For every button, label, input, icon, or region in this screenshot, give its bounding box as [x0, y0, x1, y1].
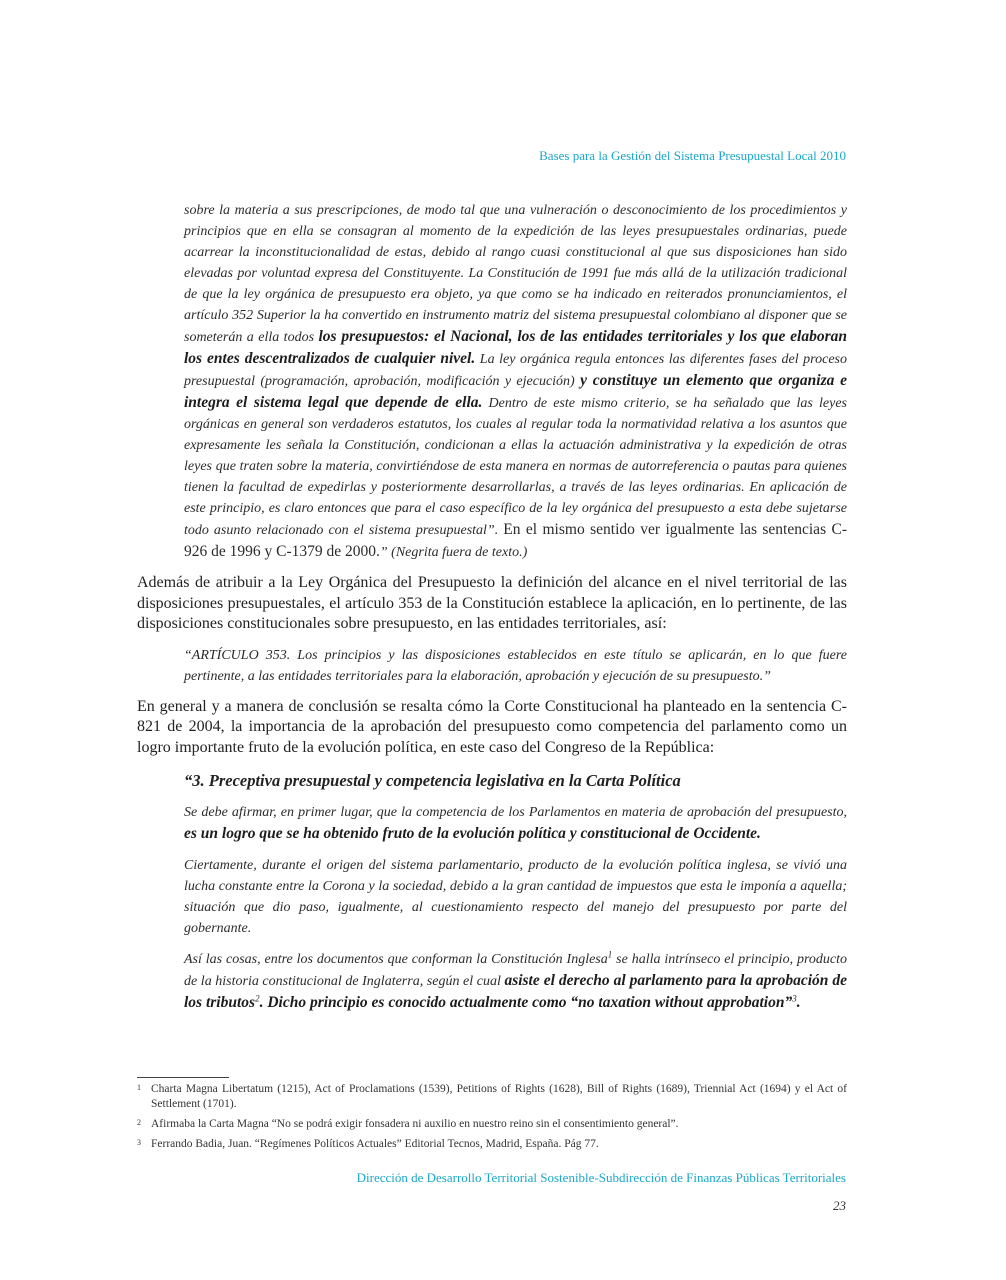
- block-quote-article-353: “ARTÍCULO 353. Los principios y las disposiciones establecidos en este título se aplicarán, en lo que fuere pertinente, a las entidades territoriales para la elaboración, aprobación y ejecución de su presupuesto.”: [184, 647, 847, 684]
- quote-upright-text: En el mismo sentido ver igualmente las sentencias C-926 de 1996 y C-1379 de 2000.: [184, 521, 848, 560]
- footnote-item: [137, 1117, 847, 1132]
- footnote-divider: [137, 1077, 229, 1078]
- quote-bold-text: .: [796, 994, 801, 1011]
- body-paragraph: En general y a manera de conclusión se resalta cómo la Corte Constitucional ha planteado en la sentencia C-821 de 2004, la importancia de la aprobación del presupuesto como competencia del parlamento como un logro importante fruto de la evolución política, en este caso del Congreso de la República:: [137, 697, 847, 756]
- footnotes: [137, 1082, 847, 1157]
- footnote-number: 3: [137, 1138, 141, 1147]
- quote-bold-text: y constituye un elemento que organiza e integra el sistema legal que depende de ella.: [184, 372, 847, 411]
- footnote-item: [137, 1082, 847, 1112]
- page-body: [137, 200, 847, 1014]
- block-quote-parliament-competence: [184, 802, 847, 845]
- footnote-text: Charta Magna Libertatum (1215), Act of Proclamations (1539), Petitions of Rights (1628), Bill of Rights (1689), Triennial Act (1694) y el Act of Settlement (1701).: [151, 1083, 847, 1110]
- quote-text: sobre la materia a sus prescripciones, de modo tal que una vulneración o desconocimiento de los procedimientos y principios que en ella se consagran al momento de la expedición de las leyes presupuestales ordinarias, puede acarrear la inconstitucionalidad de estas, debido al rango cuasi constitucional al que sus disposiciones han sido elevadas por voluntad expresa del Constituyente. La Constitución de 1991 fue más allá de la utilización tradicional de que la ley orgánica de presupuesto era objeto, ya que como se ha indicado en reiterados pronunciamientos, el artículo 352 Superior la ha convertido en instrumento matriz del sistema presupuestal colombiano al disponer que se someterán a ella todos: [184, 203, 847, 345]
- quote-text: La ley orgánica regula entonces las diferentes fases del proceso presupuestal (programación, aprobación, modificación y ejecución): [184, 352, 847, 389]
- block-quote-court-ruling: [184, 200, 847, 563]
- block-quote-english-constitution: [184, 949, 847, 1014]
- running-footer: Dirección de Desarrollo Territorial Sostenible-Subdirección de Finanzas Públicas Territoriales: [356, 1170, 846, 1185]
- footnote-text: Ferrando Badia, Juan. “Regímenes Políticos Actuales” Editorial Tecnos, Madrid, España. Pág 77.: [151, 1138, 599, 1150]
- footnote-number: 1: [137, 1083, 141, 1092]
- quote-text: se halla intrínseco el principio, producto de la historia constitucional de Inglaterra, según el cual: [184, 952, 847, 989]
- quote-text: Se debe afirmar, en primer lugar, que la competencia de los Parlamentos en materia de aprobación del presupuesto,: [184, 805, 847, 820]
- page-number: 23: [833, 1198, 846, 1213]
- footnote-ref[interactable]: 1: [607, 949, 613, 960]
- footnote-ref[interactable]: 3: [792, 993, 797, 1004]
- quote-text: Así las cosas, entre los documentos que conforman la Constitución Inglesa: [184, 952, 608, 967]
- running-header: Bases para la Gestión del Sistema Presupuestal Local 2010: [539, 148, 846, 163]
- quote-bold-text: los presupuestos: el Nacional, los de las entidades territoriales y los que elaboran los entes descentralizados de cualquier nivel.: [184, 328, 848, 367]
- block-quote-parliamentary-origin: Ciertamente, durante el origen del sistema parlamentario, producto de la evolución política inglesa, se vivió una lucha constante entre la Corona y la sociedad, debido a la gran cantidad de impuestos que esta le imponía a aquella; situación que dio paso, igualmente, al cuestionamiento respecto del manejo del presupuesto por parte del gobernante.: [184, 858, 847, 936]
- quote-heading: “3. Preceptiva presupuestal y competencia legislativa en la Carta Política: [184, 771, 681, 790]
- footnote-item: [137, 1137, 847, 1152]
- quote-text: Dentro de este mismo criterio, se ha señalado que las leyes orgánicas en general son verdaderos estatutos, los cuales al regular toda la normatividad relativa a los asuntos que expresamente les señala la Constitución, condicionan a ellas la actuación administrativa y la expedición de otras leyes que traten sobre la materia, convirtiéndose de esta manera en normas de autorreferencia o pautas para quienes tienen la facultad de expedirlas y posteriormente desarrollarlas, a través de las leyes ordinarias. En aplicación de este principio, es claro entonces que para el caso específico de la ley orgánica del presupuesto a esta debe sujetarse todo asunto relacionado con el sistema presupuestal”.: [184, 396, 847, 538]
- quote-bold-text: asiste el derecho al parlamento para la aprobación de los tributos: [184, 972, 847, 1011]
- body-paragraph: Además de atribuir a la Ley Orgánica del Presupuesto la definición del alcance en el nivel territorial de las disposiciones presupuestales, el artículo 353 de la Constitución establece la aplicación, en lo pertinente, de las disposiciones constitucionales sobre presupuesto, en las entidades territoriales, así:: [137, 574, 847, 632]
- footnote-text: Afirmaba la Carta Magna “No se podrá exigir fonsadera ni auxilio en nuestro reino sin el consentimiento general”.: [151, 1118, 679, 1130]
- footnote-ref[interactable]: 2: [255, 993, 260, 1004]
- quote-bold-text: . Dicho principio es conocido actualmente como “no taxation without approbation”: [259, 994, 793, 1011]
- quote-text: ” (Negrita fuera de texto.): [379, 545, 528, 560]
- footnote-number: 2: [137, 1118, 141, 1127]
- quote-bold-text: es un logro que se ha obtenido fruto de la evolución política y constitucional de Occidente.: [184, 825, 761, 842]
